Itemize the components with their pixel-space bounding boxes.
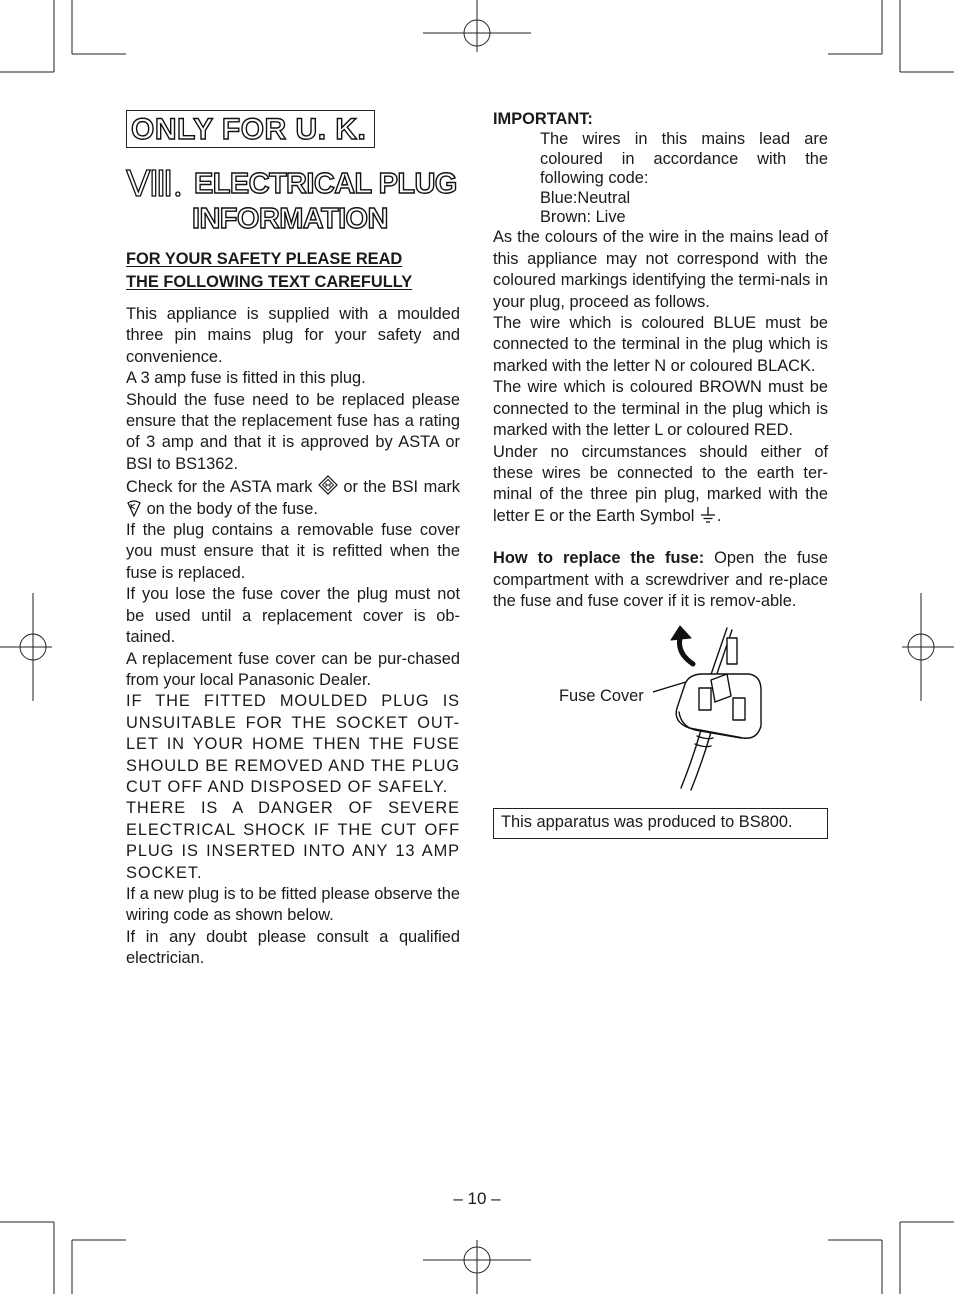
paragraph: If a new plug is to be fitted please observe the wiring code as shown below. bbox=[126, 884, 460, 925]
wire-code-blue: Blue:Neutral bbox=[540, 188, 631, 207]
paragraph: This appliance is supplied with a moulded three pin mains plug for your safety and convenience. bbox=[126, 305, 460, 366]
important-text: The wires in this mains lead are coloured in accordance with the following code: bbox=[540, 130, 828, 188]
paragraph: Should the fuse need to be replaced please ensure that the replacement fuse has a rating of 3 amp and that it is approved by ASTA or BSI to BS1362. bbox=[126, 390, 460, 473]
text-span: or the BSI mark bbox=[343, 478, 460, 497]
how-to-label: How to replace the fuse: bbox=[493, 549, 705, 568]
paragraph: The wire which is coloured BLUE must be connected to the terminal in the plug which is marked with the letter N or coloured BLACK. bbox=[493, 314, 828, 375]
warning-paragraph: THERE IS A DANGER OF SEVERE ELECTRICAL SHOCK IF THE CUT OFF PLUG IS INSERTED INTO ANY 13 AMP SOCKET. bbox=[126, 799, 460, 882]
paragraph-fuse-marks bbox=[126, 475, 460, 520]
only-for-uk-header: ONLY FOR U. K. bbox=[126, 110, 375, 148]
safety-heading-line2: THE FOLLOWING TEXT CAREFULLY bbox=[126, 273, 413, 291]
paragraph: The wire which is coloured BROWN must be connected to the terminal in the plug which is marked with the letter L or coloured RED. bbox=[493, 378, 828, 440]
important-heading: IMPORTANT: bbox=[493, 110, 593, 128]
earth-symbol-icon bbox=[699, 506, 717, 524]
plug-figure bbox=[493, 618, 828, 796]
left-column bbox=[126, 110, 460, 970]
bsi-kitemark-icon bbox=[126, 499, 142, 517]
plug-illustration bbox=[653, 618, 773, 796]
warning-paragraph: IF THE FITTED MOULDED PLUG IS UNSUITABLE FOR THE SOCKET OUT-LET IN YOUR HOME THEN THE FUSE SHOULD BE REMOVED AND THE PLUG CUT OFF AND DISPOSED OF SAFELY. bbox=[126, 692, 460, 796]
text-span: on the body of the fuse. bbox=[146, 499, 318, 518]
how-to-text: Open the fuse compartment with a screwdriver and re-place the fuse and fuse cover if it is remov-able. bbox=[493, 549, 828, 610]
paragraph: If you lose the fuse cover the plug must not be used until a replacement cover is ob-tained. bbox=[126, 585, 460, 647]
safety-heading-line1: FOR YOUR SAFETY PLEASE READ bbox=[126, 250, 403, 268]
paragraph-earth bbox=[493, 442, 828, 528]
section-title-line1: ELECTRICAL PLUG bbox=[194, 168, 457, 200]
text-span: . bbox=[716, 506, 722, 525]
page-number: – 10 – bbox=[453, 1189, 501, 1208]
paragraph: A replacement fuse cover can be pur-chased from your local Panasonic Dealer. bbox=[126, 649, 460, 689]
asta-mark-icon bbox=[318, 475, 338, 495]
section-title bbox=[126, 166, 460, 244]
text-span: Check for the ASTA mark bbox=[126, 478, 313, 497]
section-title-line2: INFORMATION bbox=[192, 203, 388, 235]
paragraph: If in any doubt please consult a qualified electrician. bbox=[126, 927, 460, 968]
bs800-note: This apparatus was produced to BS800. bbox=[493, 808, 828, 839]
section-number: Ⅷ. bbox=[126, 164, 183, 204]
how-to-replace-paragraph bbox=[493, 548, 828, 612]
paragraph: A 3 amp fuse is fitted in this plug. bbox=[126, 369, 366, 388]
text-span: Under no circumstances should either of these wires be connected to the earth ter-minal of the three pin plug, marked with the letter E or the Earth Symbol bbox=[493, 442, 828, 525]
right-column bbox=[493, 109, 828, 839]
safety-heading bbox=[126, 248, 460, 294]
fuse-cover-label: Fuse Cover bbox=[559, 687, 644, 706]
paragraph: As the colours of the wire in the mains lead of this appliance may not correspond with the coloured markings identifying the termi-nals in your plug, proceed as follows. bbox=[493, 228, 828, 311]
paragraph: If the plug contains a removable fuse cover you must ensure that it is refitted when the fuse is replaced. bbox=[126, 521, 460, 582]
wire-code-brown: Brown: Live bbox=[540, 208, 626, 227]
